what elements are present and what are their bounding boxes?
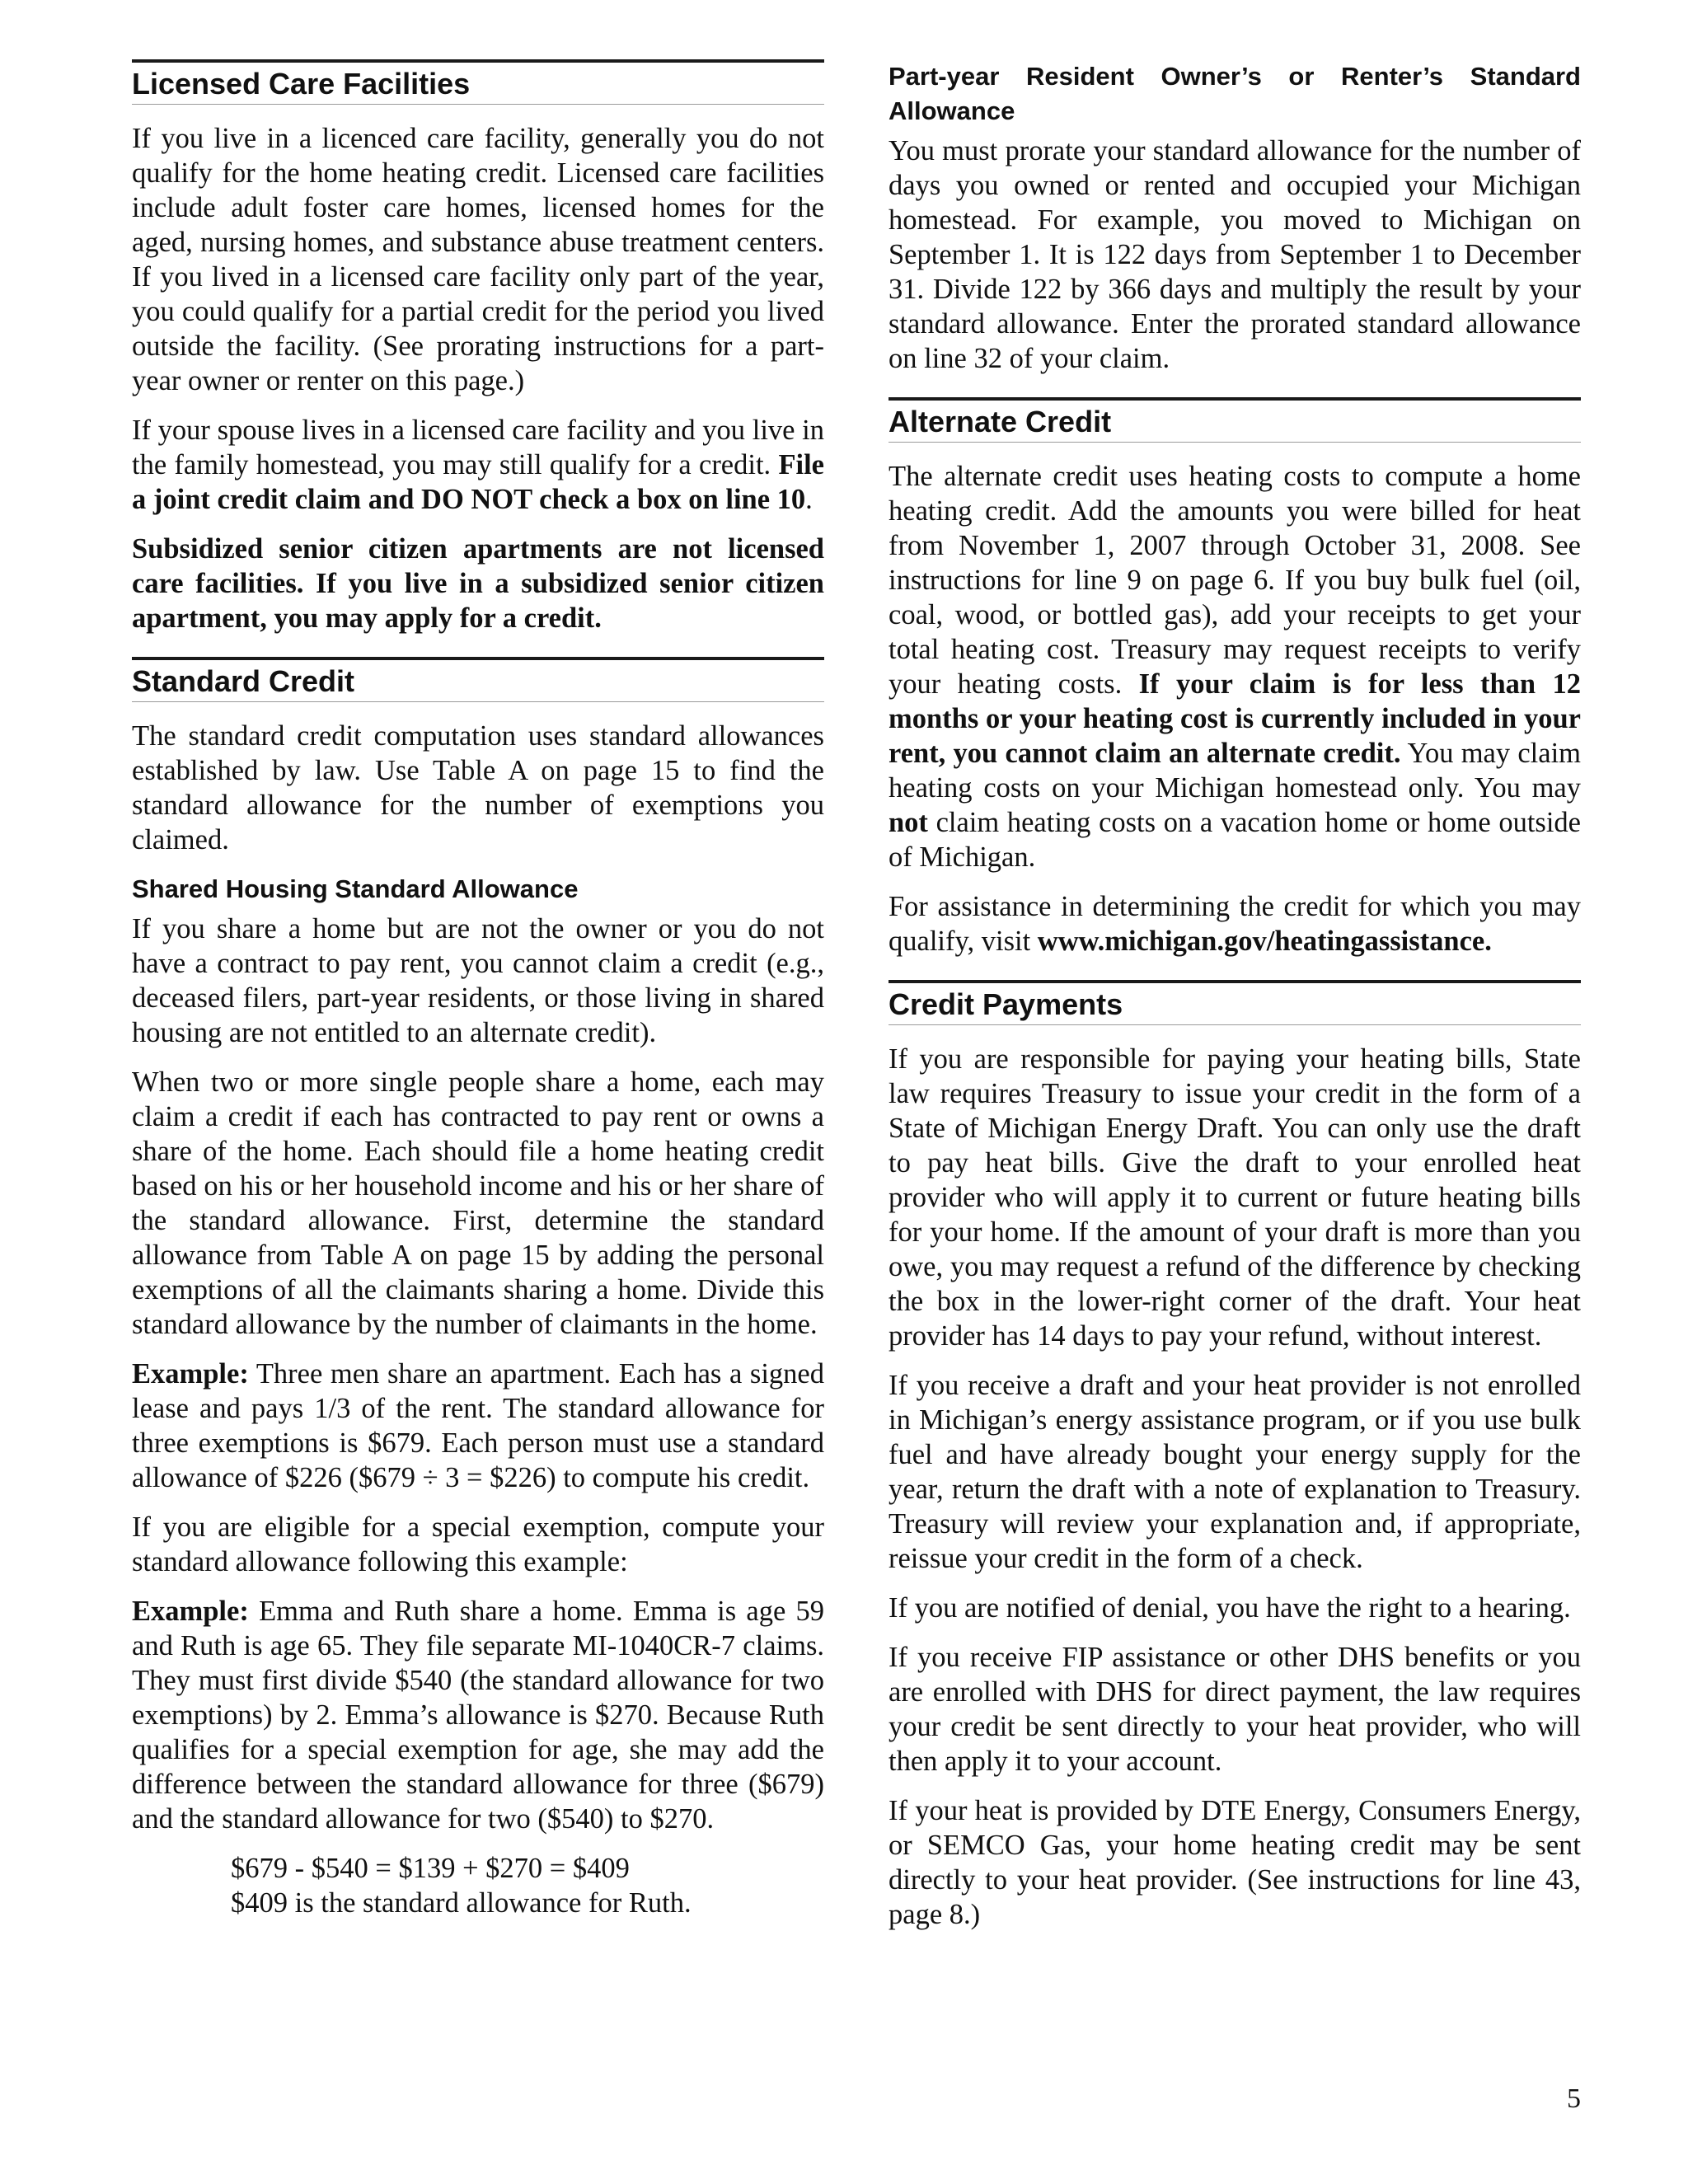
paragraph-text: You may claim heating costs on your Michigan homestead only. You may [889,738,1581,804]
paragraph [132,413,824,517]
paragraph-text: Three men share an apartment. Each has a signed lease and pays 1/3 of the rent. The standard allowance for three exemptions is $679. Each person must use a standard allowance of $226 ($679 ÷ 3 = $226) to compute his credit. [132,1358,824,1493]
paragraph: If your heat is provided by DTE Energy, Consumers Energy, or SEMCO Gas, your home heating credit may be sent directly to your heat provider. (See instructions for line 43, page 8.) [889,1795,1581,1930]
paragraph-text: claim heating costs on a vacation home or home outside of Michigan. [889,807,1581,873]
paragraph: If you live in a licenced care facility, generally you do not qualify for the home heating credit. Licensed care facilities include adult foster care homes, licensed homes for the aged, nursing homes, and substance abuse treatment centers. If you lived in a licensed care facility only part of the year, you could qualify for a partial credit for the period you lived outside the facility. (See prorating instructions for a part-year owner or renter on this page.) [132,123,824,396]
website-url: www.michigan.gov/heatingassistance. [1037,926,1492,957]
subsection-heading: Shared Housing Standard Allowance [132,874,579,903]
paragraph [889,889,1581,958]
subsection-heading: Part-year Resident Owner’s or Renter’s Standard Allowance [889,62,1581,125]
paragraph [132,532,824,635]
paragraph: If you receive a draft and your heat provider is not enrolled in Michigan’s energy assistance program, or if you use bulk fuel and have already bought your energy supply for the year, return the draft with a note of explanation to Treasury. Treasury will review your explanation and, if appropriate, reissue your credit in the form of a check. [889,1370,1581,1574]
section-heading: Standard Credit [132,657,824,702]
paragraph: The standard credit computation uses standard allowances established by law. Use Table A on page 15 to find the standard allowance for the number of exemptions you claimed. [132,720,824,855]
section-heading: Alternate Credit [889,397,1581,443]
paragraph: You must prorate your standard allowance for the number of days you owned or rented and occupied your Michigan homestead. For example, you moved to Michigan on September 1. It is 122 days from September 1 to December 31. Divide 122 by 366 days and multiply the result by your standard allowance. Enter the prorated standard allowance on line 32 of your claim. [889,135,1581,374]
bold-text: File a joint credit claim and DO NOT check a box on line 10 [132,449,824,515]
bold-text: Subsidized senior citizen apartments are not licensed care facilities. If you live in a subsidized senior citizen apartment, you may apply for a credit. [132,533,824,634]
paragraph: If you receive FIP assistance or other DHS benefits or you are enrolled with DHS for direct payment, the law requires your credit be sent directly to your heat provider, who will then apply it to your account. [889,1642,1581,1777]
bold-text: not [889,807,928,838]
right-column [889,59,1581,1953]
section-credit-payments [889,980,1581,1932]
example-paragraph [132,1357,824,1495]
paragraph-text: Emma and Ruth share a home. Emma is age 59 and Ruth is age 65. They file separate MI-1040CR-7 claims. They must first divide $540 (the standard allowance for two exemptions) by 2. Emma’s allowance is $270. Because Ruth qualifies for a special exemption for age, she may add the difference between the standard allowance for three ($679) and the standard allowance for two ($540) to $270. [132,1596,824,1835]
calculation-line: $409 is the standard allowance for Ruth. [231,1887,692,1919]
section-heading: Credit Payments [889,980,1581,1025]
section-part-year [889,59,1581,376]
paragraph-text: . [805,484,813,515]
calculation-line: $679 - $540 = $139 + $270 = $409 [231,1853,630,1884]
paragraph: If you share a home but are not the owner or you do not have a contract to pay rent, you cannot claim a credit (e.g., deceased filers, part-year residents, or those living in shared housing are not entitled to an alternate credit). [132,913,824,1048]
paragraph: If you are eligible for a special exemption, compute your standard allowance following this example: [132,1511,824,1577]
paragraph: If you are notified of denial, you have the right to a hearing. [889,1592,1571,1624]
example-label: Example: [132,1596,249,1627]
section-standard-credit [132,657,824,1920]
bold-text: If your claim is for less than 12 months or your heating cost is currently included in your rent, you cannot claim an alternate credit. [889,668,1581,769]
example-paragraph [132,1594,824,1836]
page-number: 5 [1567,2083,1581,2114]
section-heading: Licensed Care Facilities [132,59,824,105]
left-column [132,59,824,1942]
example-label: Example: [132,1358,249,1390]
paragraph-text: The alternate credit uses heating costs to compute a home heating credit. Add the amounts you were billed for heat from November 1, 2007 through October 31, 2008. See instructions for line 9 on page 6. If you buy bulk fuel (oil, coal, wood, or bottled gas), add your receipts to get your total heating cost. Treasury may request receipts to verify your heating costs. [889,461,1581,700]
section-licensed-care [132,59,824,635]
paragraph: If you are responsible for paying your heating bills, State law requires Treasury to issue your credit in the form of a State of Michigan Energy Draft. You can only use the draft to pay heat bills. Give the draft to your enrolled heat provider who will apply it to current or future heating bills for your home. If the amount of your draft is more than you owe, you may request a refund of the difference by checking the box in the lower-right corner of the draft. Your heat provider has 14 days to pay your refund, without interest. [889,1043,1581,1352]
section-alternate-credit [889,397,1581,958]
paragraph-text: For assistance in determining the credit for which you may qualify, visit [889,891,1581,957]
paragraph-text: If your spouse lives in a licensed care facility and you live in the family homestead, you may still qualify for a credit. [132,415,824,480]
paragraph: When two or more single people share a home, each may claim a credit if each has contracted to pay rent or owns a share of the home. Each should file a home heating credit based on his or her household income and his or her share of the standard allowance. First, determine the standard allowance from Table A on page 15 by adding the personal exemptions of all the claimants sharing a home. Divide this standard allowance by the number of claimants in the home. [132,1066,824,1340]
paragraph [889,459,1581,874]
